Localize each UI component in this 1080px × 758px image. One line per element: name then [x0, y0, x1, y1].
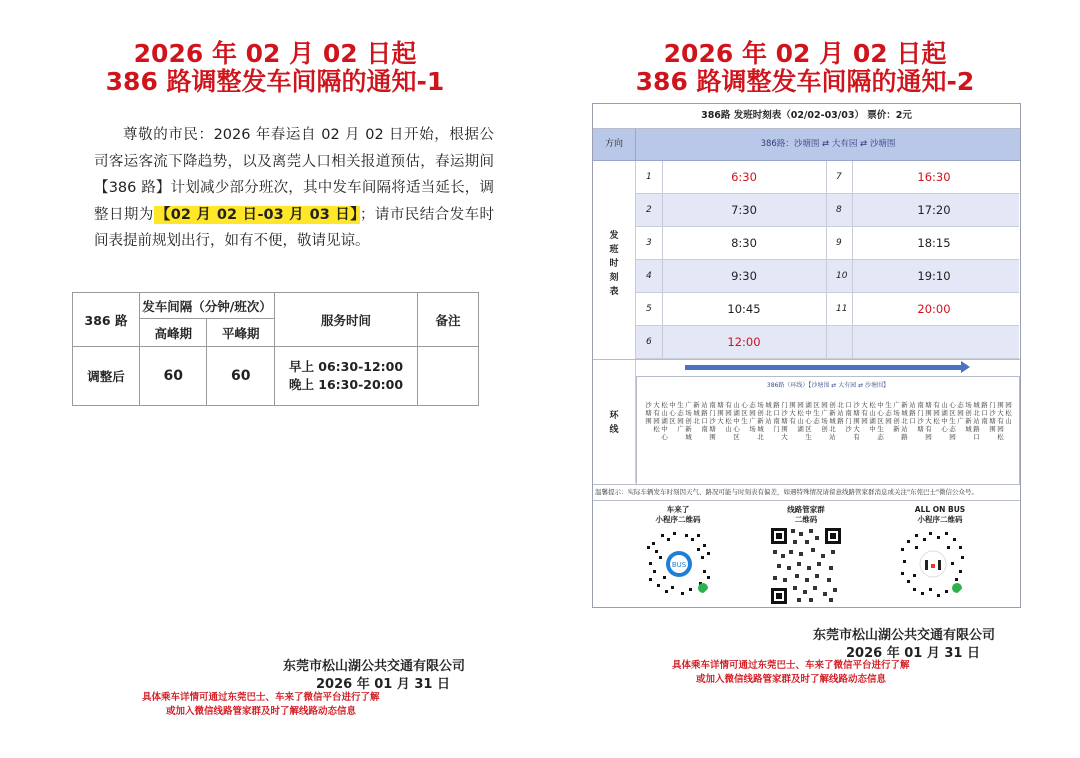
- departure-time: 7:30: [731, 203, 757, 217]
- remark-header: 备注: [418, 293, 479, 347]
- qr2-code-icon[interactable]: [769, 526, 843, 606]
- departure-row: [636, 260, 1019, 293]
- stop-name-column: 心 区 生: [741, 401, 748, 425]
- stop-name-column: 广 场 创 新: [893, 401, 900, 433]
- departure-number: 3: [646, 238, 652, 248]
- peak-value: 60: [140, 347, 207, 406]
- qr1-title: 车来了 小程序二维码: [655, 505, 701, 524]
- departure-row: [636, 227, 1019, 260]
- stop-name-column: 有 园 松: [933, 401, 940, 425]
- timetable-header: 386路 发班时刻表（02/02-03/03） 票价：2元: [593, 104, 1020, 129]
- stop-name-column: 场 创 新 城 北: [757, 401, 764, 441]
- route-strip: 386路（环线）【沙塘围 ⇄ 大有园 ⇄ 沙塘围】: [766, 382, 890, 389]
- direction-row: [593, 129, 1020, 161]
- departure-number: 10: [836, 271, 848, 281]
- direction-arrow-bar: [685, 365, 963, 370]
- departure-time: 19:10: [917, 269, 951, 283]
- right-note1: 具体乘车详情可通过东莞巴士、车来了微信平台进行了解: [672, 660, 910, 671]
- stop-name-column: 站 路 口: [909, 401, 916, 425]
- stop-name-column: 围 大 有 园 松: [997, 401, 1004, 441]
- departure-number: 6: [646, 337, 652, 347]
- timetable-card: [592, 103, 1021, 608]
- right-note2: 或加入微信线路管家群及时了解线路动态信息: [696, 674, 887, 685]
- right-title-line2: 386 路调整发车间隔的通知-2: [635, 67, 975, 96]
- tip-text: 温馨提示：实际车辆发车时刻因天气、路况可能与时刻表有偏差，如遇特殊情况请留意线路管家群消息或关注"东莞巴士"微信公众号。: [593, 484, 1020, 501]
- stop-name-column: 园 广 场 创: [821, 401, 828, 433]
- departure-time: 10:45: [727, 302, 761, 316]
- stop-name-column: 广 场 创 新 城: [685, 401, 692, 441]
- service-header: 服务时间: [275, 293, 418, 347]
- notice-text-1: 尊敬的市民：2026 年春运自 02 月 02 日开始，根据公司客运客流下降趋势，以及离莞人口相关报道预估，春运期间【386 路】计划减少部分班次，其中发车间隔将适当延长，调整日期为: [94, 127, 494, 223]
- offpeak-header: 平峰期: [207, 319, 275, 347]
- departure-time: 20:00: [917, 302, 951, 316]
- qr3-code-icon[interactable]: [895, 526, 971, 602]
- departure-number: 5: [646, 304, 652, 314]
- left-company: 东莞市松山湖公共交通有限公司: [283, 659, 466, 674]
- qr2-title: 线路管家群 二维码: [787, 505, 825, 524]
- remark-value: [418, 347, 479, 406]
- left-title-line2: 386 路调整发车间隔的通知-1: [105, 67, 445, 96]
- row-label: 调整后: [73, 347, 140, 406]
- stop-name-column: 塘 围 大 有 园: [925, 401, 932, 441]
- right-date: 2026 年 01 月 31 日: [846, 646, 980, 661]
- stop-name-column: 园 松 山: [1005, 401, 1012, 425]
- departure-number: 1: [646, 172, 652, 182]
- departure-time: 18:15: [917, 236, 951, 250]
- stop-name-column: 站 路 口 南: [701, 401, 708, 433]
- stop-name-column: 门 沙 塘 围: [989, 401, 996, 433]
- stop-name-column: 新 城 北: [693, 401, 700, 425]
- stop-name-column: 松 山 湖 中 心: [661, 401, 668, 441]
- departure-row: [636, 161, 1019, 194]
- service-times: [275, 347, 418, 406]
- stop-name-column: 北 站 路: [837, 401, 844, 425]
- qr3-title: ALL ON BUS 小程序二维码: [914, 505, 966, 524]
- departure-time: 16:30: [917, 170, 951, 184]
- stop-name-column: 南 门 沙 塘 围: [709, 401, 716, 441]
- right-title-line1: 2026 年 02 月 02 日起: [663, 39, 947, 68]
- departure-number: 8: [836, 205, 842, 215]
- svg-text:BUS: BUS: [671, 561, 687, 569]
- stop-name-column: 路 口 南: [981, 401, 988, 425]
- stop-name-column: 山 湖 中 心: [941, 401, 948, 433]
- stop-name-column: 中 心 区: [669, 401, 676, 425]
- left-note2: 或加入微信线路管家群及时了解线路动态信息: [166, 706, 357, 717]
- stop-name-column: 塘 围 大: [717, 401, 724, 425]
- stop-name-column: 路 口 南 门: [773, 401, 780, 433]
- departure-row: [636, 194, 1019, 227]
- offpeak-value: 60: [207, 347, 275, 406]
- notice-paragraph: [94, 122, 494, 255]
- stops-panel: [636, 376, 1020, 485]
- departure-time: 9:30: [731, 269, 757, 283]
- departure-number: 7: [836, 172, 842, 182]
- service-evening: 晚上 16:30-20:00: [288, 377, 404, 393]
- stop-name-column: 南 门 沙 塘: [917, 401, 924, 433]
- stop-name-column: 态 园 广: [957, 401, 964, 425]
- left-title-line1: 2026 年 02 月 02 日起: [133, 39, 417, 68]
- peak-header: 高峰期: [140, 319, 207, 347]
- right-company: 东莞市松山湖公共交通有限公司: [813, 628, 996, 643]
- stop-name-column: 生 态 园 广: [677, 401, 684, 433]
- stop-name-column: 山 湖 中 心 区: [733, 401, 740, 441]
- stop-name-column: 围 大 有: [789, 401, 796, 425]
- notice-highlight-dates: 【02 月 02 日-03 月 03 日】: [155, 206, 358, 223]
- departure-number: 9: [836, 238, 842, 248]
- stop-name-column: 有 园 松 山: [725, 401, 732, 433]
- stop-name-column: 区 生 态: [813, 401, 820, 425]
- stop-name-column: 门 沙 塘 围 大: [781, 401, 788, 441]
- direction-value: 386路：沙塘围 ⇄ 大有园 ⇄ 沙塘围: [760, 139, 896, 149]
- departure-number: 4: [646, 271, 652, 281]
- departure-time: 8:30: [731, 236, 757, 250]
- stop-name-column: 湖 中 心 区 生: [805, 401, 812, 441]
- timetable-label: 发班时刻表: [609, 231, 619, 297]
- stop-name-column: 心 区 生 态 园: [949, 401, 956, 441]
- qr1-code-icon[interactable]: [641, 526, 717, 602]
- left-date: 2026 年 01 月 31 日: [316, 677, 450, 692]
- stop-name-column: 大 有 园: [861, 401, 868, 425]
- departure-row: [636, 293, 1019, 326]
- stop-name-column: 城 北 站 路 口: [973, 401, 980, 441]
- stop-name-column: 态 园 广 场: [749, 401, 756, 433]
- interval-table: [72, 292, 479, 406]
- notice-text-2: ；请市民结合发车时间表提前规划出行，如有不便，敬请见谅。: [94, 206, 495, 249]
- departure-row: [636, 326, 1019, 359]
- departure-time: 12:00: [727, 335, 761, 349]
- stop-name-column: 松 山 湖 中: [869, 401, 876, 433]
- stop-name-column: 创 新 城 北 站: [829, 401, 836, 441]
- service-morning: 早上 06:30-12:00: [288, 359, 404, 375]
- stop-name-column: 沙 塘 围 大 有: [853, 401, 860, 441]
- stop-name-column: 沙 塘 围: [645, 401, 652, 425]
- route-header: 386 路: [73, 293, 140, 347]
- direction-label: 方向: [593, 129, 636, 160]
- arrow-head-icon: [961, 361, 970, 373]
- stop-name-column: 城 北 站: [765, 401, 772, 425]
- stop-name-column: 场 创 新 城: [965, 401, 972, 433]
- stop-name-column: 园 松 山 湖: [797, 401, 804, 433]
- stop-name-column: 中 心 区 生 态: [877, 401, 884, 441]
- stop-name-column: 口 南 门 沙: [845, 401, 852, 433]
- departure-time: 6:30: [731, 170, 757, 184]
- stop-name-column: 新 城 北 站 路: [901, 401, 908, 441]
- departure-number: 2: [646, 205, 652, 215]
- stop-name-column: 生 态 园: [885, 401, 892, 425]
- departure-time: 17:20: [917, 203, 951, 217]
- departure-number: 11: [836, 304, 848, 314]
- loop-label: 环线: [609, 411, 619, 435]
- stop-name-column: 大 有 园 松: [653, 401, 660, 433]
- interval-header: 发车间隔（分钟/班次）: [140, 293, 275, 319]
- left-note1: 具体乘车详情可通过东莞巴士、车来了微信平台进行了解: [142, 692, 380, 703]
